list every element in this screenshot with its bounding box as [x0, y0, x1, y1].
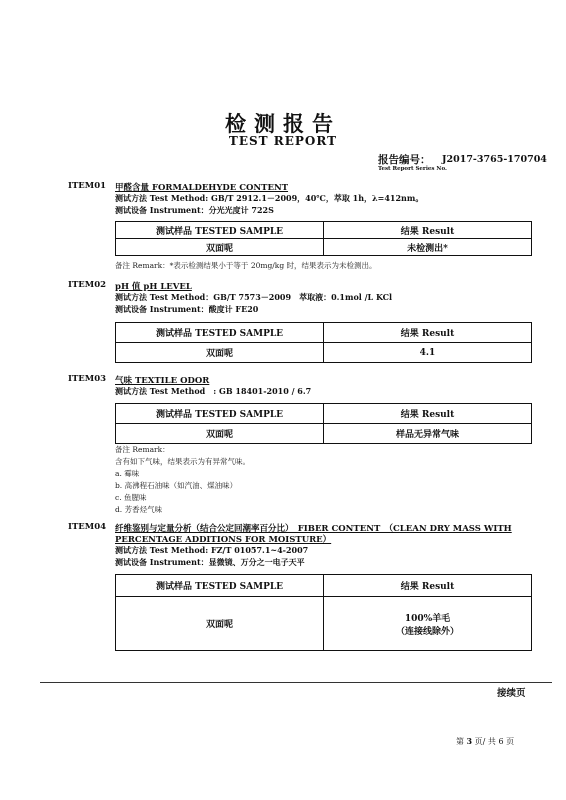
item01-note: 备注 Remark：*表示检测结果小于等于 20mg/kg 时，结果表示为未检测出。: [115, 261, 377, 270]
item01-instrument: 测试设备 Instrument：分光光度计 722S: [115, 205, 274, 215]
result-header: 结果 Result: [324, 323, 532, 343]
page-prefix: 第: [456, 737, 464, 746]
sample-header: 测试样品 TESTED SAMPLE: [116, 575, 324, 597]
item03-result: 样品无异常气味: [324, 424, 532, 444]
page-indicator: [456, 736, 514, 747]
sample-header: 测试样品 TESTED SAMPLE: [116, 404, 324, 424]
item03-result-table: [115, 403, 532, 444]
item03-note-heading: 备注 Remark：: [115, 445, 170, 454]
item04-result-table: [115, 574, 532, 651]
page-number: 3: [466, 736, 473, 746]
continued-label: 接续页: [497, 688, 526, 699]
item01-title: 甲醛含量 FORMALDEHYDE CONTENT: [115, 183, 289, 193]
item01-id: ITEM01: [68, 181, 107, 191]
item03-method: 测试方法 Test Method : GB 18401-2010 / 6.7: [115, 386, 312, 396]
item01-method: 测试方法 Test Method: GB/T 2912.1－2009，40℃，萃取 1h，λ=412nm。: [115, 193, 424, 203]
item04-sample: 双面呢: [116, 597, 324, 651]
report-title-en: TEST REPORT: [228, 134, 338, 148]
sample-header: 测试样品 TESTED SAMPLE: [116, 222, 324, 239]
item04-method: 测试方法 Test Method: FZ/T 01057.1~4-2007: [115, 545, 309, 555]
result-header: 结果 Result: [324, 404, 532, 424]
item04-title-line2: PERCENTAGE ADDITIONS FOR MOISTURE）: [115, 535, 332, 545]
item04-instrument: 测试设备 Instrument：显微镜、万分之一电子天平: [115, 557, 305, 567]
page-suffix: 页: [506, 737, 515, 746]
report-no-label-en: Test Report Series No.: [378, 166, 447, 172]
item02-method: 测试方法 Test Method：GB/T 7573－2009 萃取液：0.1mol /L KCl: [115, 292, 393, 302]
item02-id: ITEM02: [68, 280, 107, 290]
item03-note-line: d. 芳香烃气味: [115, 505, 163, 514]
item04-result-line1: 100%羊毛: [404, 613, 451, 624]
item04-title-line1: 纤维鉴别与定量分析（结合公定回潮率百分比） FIBER CONTENT （CLEAN DRY MASS WITH: [115, 524, 512, 534]
item02-instrument: 测试设备 Instrument：酸度计 FE20: [115, 304, 259, 314]
item02-title: pH 值 pH LEVEL: [115, 282, 192, 292]
item02-result: 4.1: [324, 343, 532, 363]
result-header: 结果 Result: [324, 222, 532, 239]
item03-note-line: b. 高沸程石油味（如汽油、煤油味）: [115, 481, 238, 490]
page-mid: 页/ 共: [474, 737, 496, 746]
item04-result-line2: （连接线除外）: [395, 626, 459, 637]
report-number: J2017-3765-170704: [442, 154, 547, 165]
item02-result-table: [115, 322, 532, 363]
item03-note-line: c. 鱼腥味: [115, 493, 147, 502]
footer-divider: [40, 682, 552, 683]
item03-title: 气味 TEXTILE ODOR: [115, 376, 210, 386]
item01-sample: 双面呢: [116, 239, 324, 256]
page-total: 6: [498, 737, 504, 746]
item03-id: ITEM03: [68, 374, 107, 384]
item01-result-table: [115, 221, 532, 256]
sample-header: 测试样品 TESTED SAMPLE: [116, 323, 324, 343]
report-no-label: 报告编号：: [378, 154, 431, 166]
item03-note-line: a. 霉味: [115, 469, 140, 478]
item01-result: 未检测出*: [324, 239, 532, 256]
item02-sample: 双面呢: [116, 343, 324, 363]
report-title-cn: 检测报告: [225, 111, 341, 136]
item03-sample: 双面呢: [116, 424, 324, 444]
item03-note-line: 含有如下气味，结果表示为有异常气味。: [115, 457, 250, 466]
result-header: 结果 Result: [324, 575, 532, 597]
item04-id: ITEM04: [68, 522, 107, 532]
item04-result: [324, 597, 532, 651]
